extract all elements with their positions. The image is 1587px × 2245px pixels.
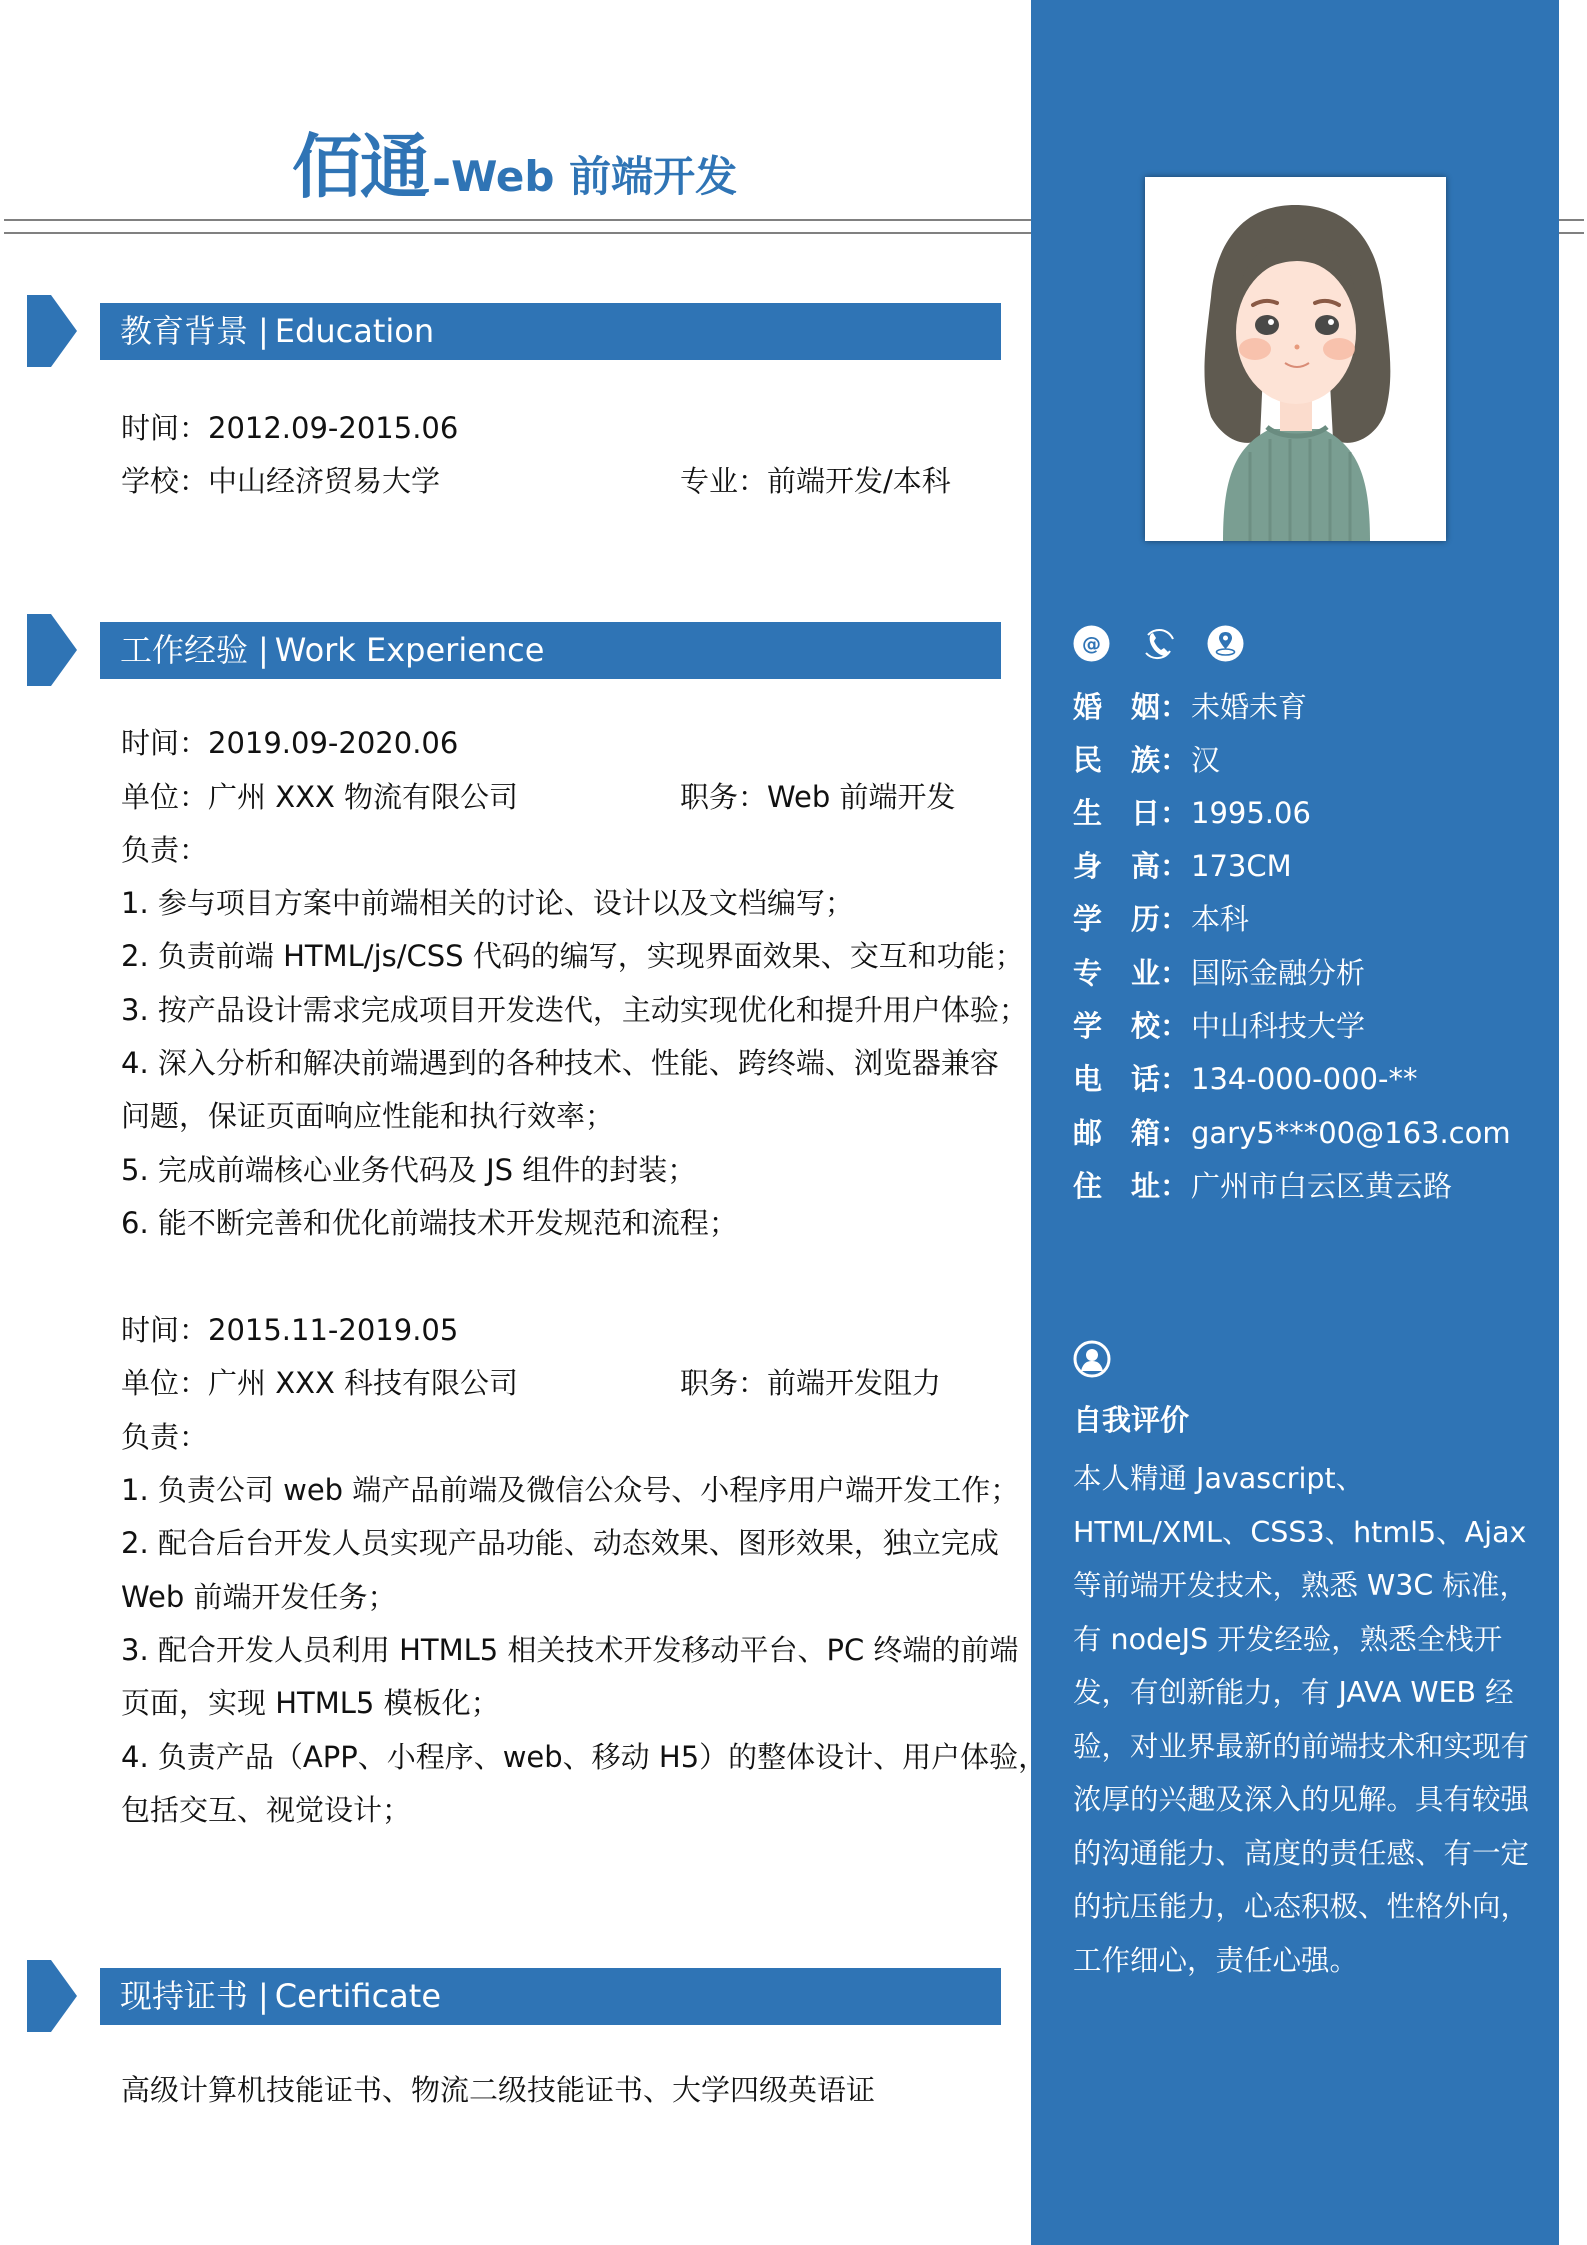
svg-text:@: @: [1082, 633, 1101, 655]
info-height: 身 高： 173CM: [1073, 846, 1292, 886]
job-2-duty-line: 页面，实现 HTML5 模板化；: [121, 1686, 500, 1720]
info-school: 学 校： 中山科技大学: [1073, 1006, 1365, 1046]
certificate-list: 高级计算机技能证书、物流二级技能证书、大学四级英语证: [121, 2073, 876, 2107]
info-value: 国际金融分析: [1191, 956, 1366, 990]
info-value: 汉: [1191, 743, 1221, 777]
profile-photo: [1145, 177, 1446, 541]
info-value: 未婚未育: [1191, 690, 1308, 724]
avatar-illustration: [1145, 177, 1446, 541]
info-value: 134-000-000-**: [1191, 1062, 1418, 1096]
section-header-education: 教育背景 | Education: [100, 303, 1001, 360]
section-chevron-icon: [27, 295, 77, 367]
info-phone: 电 话： 134-000-000-**: [1073, 1059, 1417, 1099]
section-chevron-icon: [27, 1960, 77, 2032]
education-major: 专业：前端开发/本科: [680, 464, 951, 498]
info-value: 中山科技大学: [1191, 1009, 1366, 1043]
education-time: 时间：2012.09-2015.06: [121, 411, 459, 445]
info-value: 本科: [1191, 902, 1250, 936]
job-1-duty-line: 3. 按产品设计需求完成项目开发迭代，主动实现优化和提升用户体验；: [121, 993, 1028, 1027]
job-1-duty-line: 4. 深入分析和解决前端遇到的各种技术、性能、跨终端、浏览器兼容: [121, 1046, 999, 1080]
job-1-time: 时间：2019.09-2020.06: [121, 726, 459, 760]
title-dash: -: [432, 152, 452, 206]
job-2-duty-line: 2. 配合后台开发人员实现产品功能、动态效果、图形效果，独立完成: [121, 1526, 999, 1560]
job-2-duty-line: 1. 负责公司 web 端产品前端及微信公众号、小程序用户端开发工作；: [121, 1473, 1020, 1507]
section-header-work: 工作经验 | Work Experience: [100, 622, 1001, 679]
job-1-duty-line: 问题，保证页面响应性能和执行效率；: [121, 1099, 615, 1133]
job-target: Web 前端开发: [451, 152, 738, 201]
info-value: gary5***00@163.com: [1191, 1116, 1511, 1150]
candidate-name: 佰通: [292, 126, 428, 208]
info-major: 专 业： 国际金融分析: [1073, 953, 1365, 993]
info-ethnicity: 民 族： 汉: [1073, 740, 1220, 780]
resume-title: [292, 112, 738, 208]
user-icon: [1073, 1340, 1111, 1378]
info-value: 广州市白云区黄云路: [1191, 1169, 1453, 1203]
info-degree: 学 历： 本科: [1073, 899, 1249, 939]
phone-icon: [1140, 625, 1177, 662]
info-email: 邮 箱： gary5***00@163.com: [1073, 1113, 1511, 1153]
contact-icons: [1073, 625, 1244, 662]
self-evaluation-title: 自我评价: [1073, 1403, 1190, 1437]
info-value: 1995.06: [1191, 796, 1311, 830]
education-school: 学校：中山经济贸易大学: [121, 464, 441, 498]
job-2-time: 时间：2015.11-2019.05: [121, 1313, 459, 1347]
job-2-duty-line: 3. 配合开发人员利用 HTML5 相关技术开发移动平台、PC 终端的前端: [121, 1633, 1019, 1667]
job-2-duty-line: Web 前端开发任务；: [121, 1580, 397, 1614]
info-birthday: 生 日： 1995.06: [1073, 793, 1311, 833]
job-1-duty-label: 负责：: [121, 833, 209, 867]
job-2-position: 职务：前端开发阻力: [680, 1366, 942, 1400]
section-header-certificate: 现持证书 | Certificate: [100, 1968, 1001, 2025]
info-marital: 婚 姻： 未婚未育: [1073, 687, 1307, 727]
info-address: 住 址： 广州市白云区黄云路: [1073, 1166, 1452, 1206]
info-value: 173CM: [1191, 849, 1292, 883]
section-chevron-icon: [27, 614, 77, 686]
location-icon: [1207, 625, 1244, 662]
job-2-duty-label: 负责：: [121, 1420, 209, 1454]
job-1-duty-line: 2. 负责前端 HTML/js/CSS 代码的编写，实现界面效果、交互和功能；: [121, 939, 1024, 973]
self-evaluation-text: 本人精通 Javascript、HTML/XML、CSS3、html5、Ajax 等前端开发技术，熟悉 W3C 标准，有 nodeJS 开发经验，熟悉全栈开发，有创新能力，有 JAVA WEB 经验，对业界最新的前端技术和实现有浓厚的兴趣及深入的见解。具有较强的沟通能力、高度的责任感、有一定的抗压能力，心态积极、性格外向，工作细心，责任心强。: [1073, 1462, 1530, 1977]
job-1-duty-line: 1. 参与项目方案中前端相关的讨论、设计以及文档编写；: [121, 886, 854, 920]
job-1-duty-line: 6. 能不断完善和优化前端技术开发规范和流程；: [121, 1206, 738, 1240]
email-icon: [1073, 625, 1110, 662]
job-1-duty-line: 5. 完成前端核心业务代码及 JS 组件的封装；: [121, 1153, 697, 1187]
job-1-company: 单位：广州 XXX 物流有限公司: [121, 780, 519, 814]
job-2-duty-line: 包括交互、视觉设计；: [121, 1793, 412, 1827]
job-2-company: 单位：广州 XXX 科技有限公司: [121, 1366, 519, 1400]
job-2-duty-line: 4. 负责产品（APP、小程序、web、移动 H5）的整体设计、用户体验，: [121, 1740, 1048, 1774]
job-1-position: 职务：Web 前端开发: [680, 780, 956, 814]
